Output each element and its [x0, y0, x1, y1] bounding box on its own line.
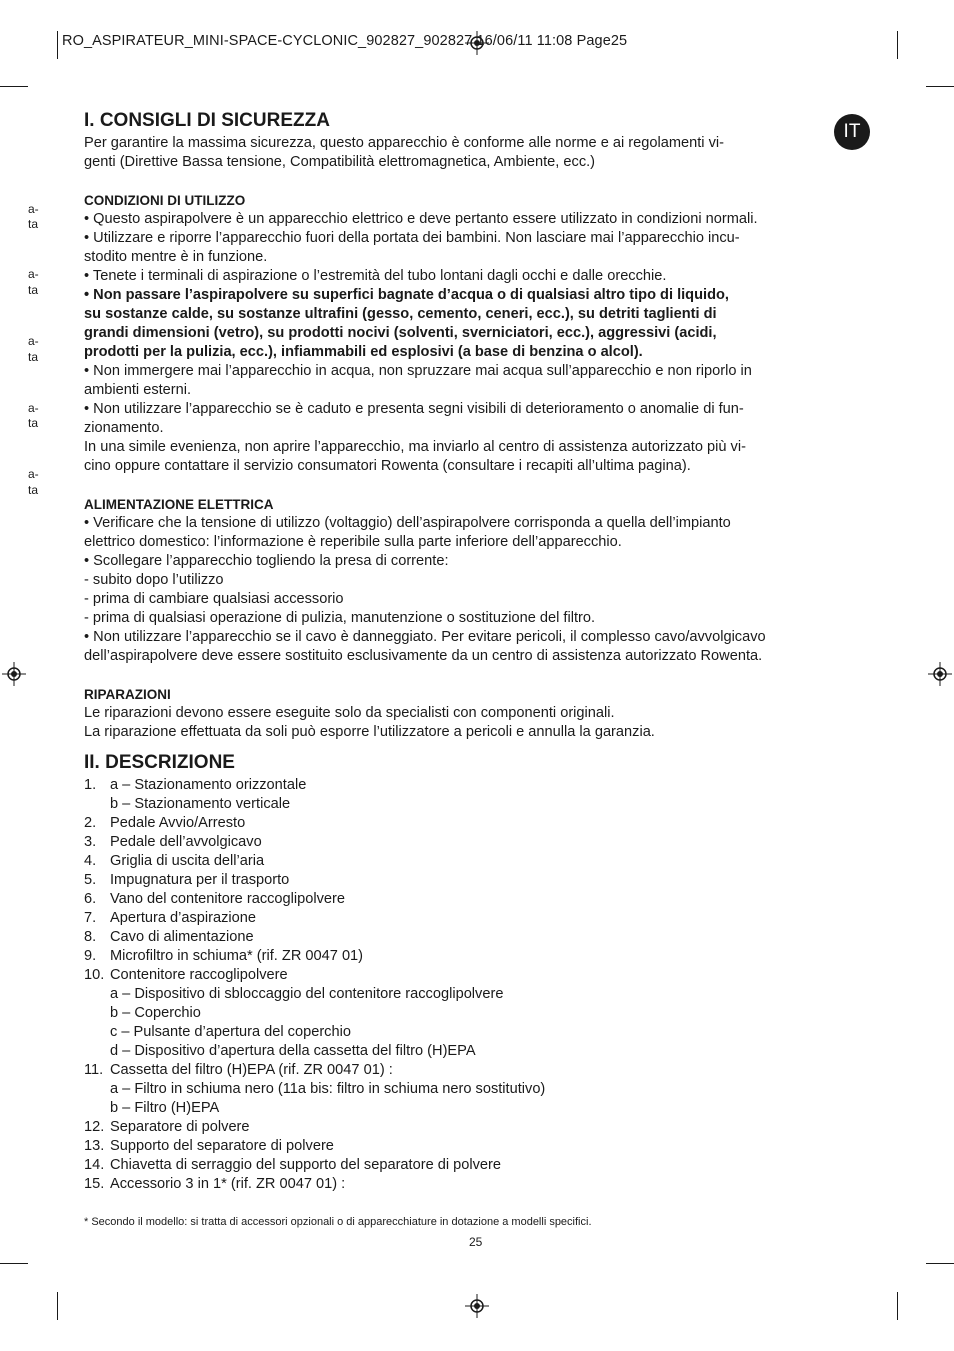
- item-text: Vano del contenitore raccoglipolvere: [110, 891, 345, 907]
- paragraph: La riparazione effettuata da soli può esporre l’utilizzatore a pericoli e annulla la garanzia.: [84, 724, 655, 740]
- item-text: Accessorio 3 in 1* (rif. ZR 0047 01) :: [110, 1176, 346, 1192]
- paragraph: • Utilizzare e riporre l’apparecchio fuori della portata dei bambini. Non lasciare mai l’apparecchio incu-: [84, 230, 740, 246]
- paragraph: • Scollegare l’apparecchio togliendo la presa di corrente:: [84, 553, 449, 569]
- description-subitem: a – Dispositivo di sbloccaggio del contenitore raccoglipolvere: [110, 986, 504, 1002]
- item-number: 9.: [84, 948, 97, 964]
- item-text: Microfiltro in schiuma* (rif. ZR 0047 01): [110, 948, 364, 964]
- margin-fragment: a-: [28, 267, 39, 281]
- item-number: 12.: [84, 1119, 105, 1135]
- warning-paragraph: • Non passare l’aspirapolvere su superfici bagnate d’acqua o di qualsiasi altro tipo di liquido,: [84, 287, 729, 303]
- registration-mark-icon: [2, 662, 26, 686]
- paragraph: Le riparazioni devono essere eseguite solo da specialisti con componenti originali.: [84, 705, 615, 721]
- paragraph: • Questo aspirapolvere è un apparecchio elettrico e deve pertanto essere utilizzato in condizioni normali.: [84, 211, 758, 227]
- margin-fragment: a-: [28, 334, 39, 348]
- margin-fragment: a-: [28, 467, 39, 481]
- description-subitem: d – Dispositivo d’apertura della cassetta del filtro (H)EPA: [110, 1043, 476, 1059]
- paragraph: In una simile evenienza, non aprire l’apparecchio, ma inviarlo al centro di assistenza autorizzato più vi-: [84, 439, 746, 455]
- description-subitem: b – Stazionamento verticale: [110, 796, 291, 812]
- item-number: 6.: [84, 891, 97, 907]
- item-number: 8.: [84, 929, 97, 945]
- description-item: [84, 1118, 874, 1137]
- item-text: Supporto del separatore di polvere: [110, 1138, 334, 1154]
- item-text: a – Stazionamento orizzontale: [110, 777, 307, 793]
- item-number: 5.: [84, 872, 97, 888]
- item-number: 14.: [84, 1157, 105, 1173]
- crop-mark: [926, 1263, 954, 1264]
- subsection-title-power: ALIMENTAZIONE ELETTRICA: [84, 497, 274, 512]
- subsection-title-repairs: RIPARAZIONI: [84, 687, 171, 702]
- registration-mark-icon: [928, 662, 952, 686]
- section-title-safety: I. CONSIGLI DI SICUREZZA: [84, 110, 330, 131]
- paragraph: dell’aspirapolvere deve essere sostituito esclusivamente da un centro di assistenza autorizzato Rowenta.: [84, 648, 763, 664]
- description-item: [84, 852, 874, 871]
- item-number: 4.: [84, 853, 97, 869]
- subsection-title-usage: CONDIZIONI DI UTILIZZO: [84, 193, 246, 208]
- crop-mark: [57, 31, 58, 59]
- description-item: [84, 1061, 874, 1080]
- footnote: * Secondo il modello: si tratta di accessori opzionali o di apparecchiature in dotazione a modelli specifici.: [84, 1216, 592, 1228]
- item-number: 11.: [84, 1062, 104, 1078]
- description-subitem: a – Filtro in schiuma nero (11a bis: filtro in schiuma nero sostitutivo): [110, 1081, 546, 1097]
- item-text: Pedale Avvio/Arresto: [110, 815, 246, 831]
- description-item: [84, 1137, 874, 1156]
- paragraph: Per garantire la massima sicurezza, questo apparecchio è conforme alle norme e ai regolamenti vi-: [84, 135, 724, 151]
- description-item: [84, 928, 874, 947]
- item-number: 1.: [84, 777, 97, 793]
- crop-mark: [0, 86, 28, 87]
- description-item: [84, 947, 874, 966]
- item-number: 15.: [84, 1176, 105, 1192]
- item-number: 7.: [84, 910, 97, 926]
- description-item: [84, 814, 874, 833]
- document-body: [84, 108, 874, 1194]
- margin-fragment: ta: [28, 217, 39, 231]
- description-item: [84, 1156, 874, 1175]
- item-number: 10.: [84, 967, 105, 983]
- margin-fragment: a-: [28, 401, 39, 415]
- warning-paragraph: su sostanze calde, su sostanze ultrafini (gesso, cemento, ceneri, ecc.), su detriti taglienti di: [84, 306, 717, 322]
- paragraph: ambienti esterni.: [84, 382, 192, 398]
- item-text: Contenitore raccoglipolvere: [110, 967, 288, 983]
- margin-fragment: ta: [28, 483, 39, 497]
- warning-paragraph: grandi dimensioni (vetro), su prodotti nocivi (solventi, sverniciatori, ecc.), aggressivi (acidi,: [84, 325, 717, 341]
- page-number: 25: [469, 1235, 483, 1249]
- crop-mark: [897, 31, 898, 59]
- item-text: Chiavetta di serraggio del supporto del separatore di polvere: [110, 1157, 502, 1173]
- item-number: 13.: [84, 1138, 105, 1154]
- item-text: Impugnatura per il trasporto: [110, 872, 290, 888]
- item-number: 3.: [84, 834, 97, 850]
- description-item: [84, 966, 874, 985]
- margin-fragment: ta: [28, 416, 39, 430]
- description-list: [84, 776, 874, 1194]
- description-item: [84, 776, 874, 795]
- print-header-slug: RO_ASPIRATEUR_MINI-SPACE-CYCLONIC_902827_902827 16/06/11 11:08 Page25: [62, 33, 628, 49]
- description-item: [84, 871, 874, 890]
- crop-mark: [57, 1292, 58, 1320]
- item-text: Cavo di alimentazione: [110, 929, 254, 945]
- registration-mark-icon: [465, 1294, 489, 1318]
- item-number: 2.: [84, 815, 97, 831]
- item-text: Separatore di polvere: [110, 1119, 250, 1135]
- description-item: [84, 890, 874, 909]
- item-text: Cassetta del filtro (H)EPA (rif. ZR 0047 01) :: [110, 1062, 393, 1078]
- paragraph: - prima di qualsiasi operazione di pulizia, manutenzione o sostituzione del filtro.: [84, 610, 596, 626]
- section-title-description: II. DESCRIZIONE: [84, 752, 235, 773]
- warning-paragraph: prodotti per la pulizia, ecc.), infiammabili ed esplosivi (a base di benzina o alcol).: [84, 344, 643, 360]
- crop-mark: [926, 86, 954, 87]
- paragraph: • Non utilizzare l’apparecchio se il cavo è danneggiato. Per evitare pericoli, il complesso cavo/avvolgicavo: [84, 629, 766, 645]
- paragraph: - subito dopo l’utilizzo: [84, 572, 224, 588]
- item-text: Griglia di uscita dell’aria: [110, 853, 265, 869]
- crop-mark: [897, 1292, 898, 1320]
- paragraph: • Verificare che la tensione di utilizzo (voltaggio) dell’aspirapolvere corrisponda a quella dell’impianto: [84, 515, 731, 531]
- crop-mark: [0, 1263, 28, 1264]
- description-item: [84, 833, 874, 852]
- paragraph: zionamento.: [84, 420, 164, 436]
- paragraph: - prima di cambiare qualsiasi accessorio: [84, 591, 344, 607]
- description-subitem: b – Coperchio: [110, 1005, 201, 1021]
- paragraph: • Non immergere mai l’apparecchio in acqua, non spruzzare mai acqua sull’apparecchio e non riporlo in: [84, 363, 752, 379]
- description-item: [84, 909, 874, 928]
- paragraph: • Non utilizzare l’apparecchio se è caduto e presenta segni visibili di deterioramento o anomalie di fun-: [84, 401, 744, 417]
- margin-fragment: a-: [28, 202, 39, 216]
- paragraph: elettrico domestico: l’informazione è reperibile sulla parte inferiore dell’apparecchio.: [84, 534, 622, 550]
- paragraph: • Tenete i terminali di aspirazione o l’estremità del tubo lontani dagli occhi e dalle orecchie.: [84, 268, 667, 284]
- item-text: Pedale dell’avvolgicavo: [110, 834, 262, 850]
- description-subitem: b – Filtro (H)EPA: [110, 1100, 220, 1116]
- item-text: Apertura d’aspirazione: [110, 910, 257, 926]
- paragraph: cino oppure contattare il servizio consumatori Rowenta (consultare i recapiti all’ultima pagina).: [84, 458, 691, 474]
- description-subitem: c – Pulsante d’apertura del coperchio: [110, 1024, 351, 1040]
- margin-fragment: ta: [28, 350, 39, 364]
- margin-fragment: ta: [28, 283, 39, 297]
- paragraph: genti (Direttive Bassa tensione, Compatibilità elettromagnetica, Ambiente, ecc.): [84, 154, 596, 170]
- description-item: [84, 1175, 874, 1194]
- paragraph: stodito mentre è in funzione.: [84, 249, 268, 265]
- language-badge: IT: [834, 114, 870, 150]
